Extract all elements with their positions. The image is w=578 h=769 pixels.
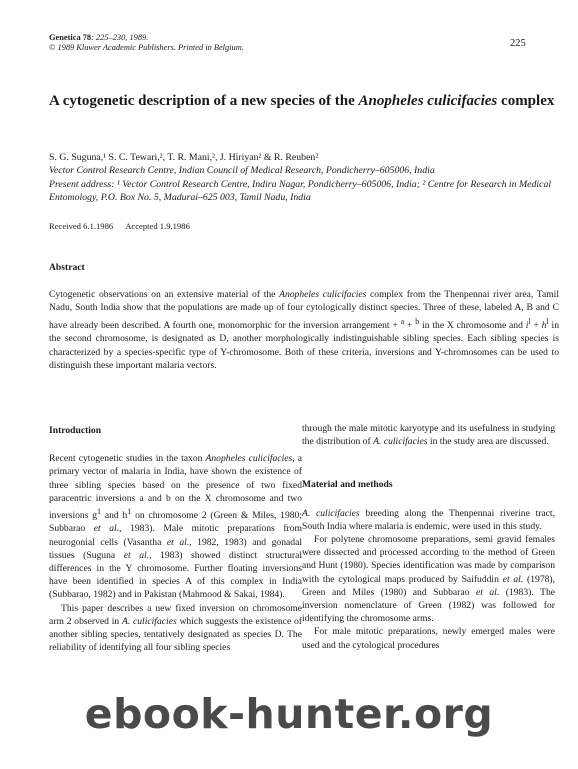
text: breeding along the Thenpennai riverine tract, South India where malaria is endemic, were used in this study.: [302, 507, 555, 532]
abstract-sup: l: [546, 316, 549, 326]
author-list: S. G. Suguna,¹ S. C. Tewari,², T. R. Mani,², J. Hiriyan² & R. Reuben²: [49, 152, 319, 163]
abstract-text: Cytogenetic observations on an extensive material of the: [49, 289, 280, 300]
text: , a primary vector of malaria in India, have shown the existence of three sibling species based on the presence of two fixed paracentric inversions a and b on the X chromosome and two inversions g: [49, 453, 302, 522]
et-al: et al.: [166, 536, 190, 548]
watermark: ebook-hunter.org: [84, 690, 494, 738]
dates-line: [49, 221, 190, 231]
received-date: Received 6.1.1986: [49, 221, 114, 231]
abstract-sup: b: [415, 316, 420, 326]
abstract-text: complex from the Thenpennai river area, Tamil Nadu, South India show that the populations are made up of four cytologically distinct species. Three of these, labeled A, B and C have already been described. A fourth one, monomorphic for the inversion arrangement +: [49, 289, 559, 331]
abstract-text: +: [530, 320, 542, 331]
text: For polytene chromosome preparations, semi gravid females were dissected and processed according to the method of Green and Hunt (1980). Species identification was made by comparison with the cytological maps produced by Saifuddin: [302, 534, 555, 585]
introduction-heading: Introduction: [49, 425, 102, 436]
intro-paragraph-1: [49, 452, 302, 601]
title-text: A cytogenetic description of a new species of the: [49, 93, 359, 109]
abstract-sup: l: [528, 316, 531, 326]
title-text-end: complex: [497, 93, 555, 109]
affiliation-primary: Vector Control Research Centre, Indian Council of Medical Research, Pondicherry–605006, India: [49, 165, 435, 177]
et-al: et al.: [123, 549, 150, 561]
species-name: A. culicifacies: [121, 615, 177, 627]
text: and h: [101, 510, 128, 522]
abstract-italic: i: [525, 320, 529, 331]
abstract-species: Anopheles culicifacies: [279, 289, 367, 300]
journal-pages-year: : 225–230, 1989.: [91, 33, 149, 42]
text: (1983). The inversion nomenclature of Green (1982) was followed for identifying the chromosome arms.: [302, 586, 556, 625]
et-al: et al.: [475, 586, 500, 598]
text: in the study area are discussed.: [427, 436, 549, 448]
journal-volume: 78: [82, 33, 92, 42]
abstract-text: +: [404, 320, 416, 331]
text: on chromosome 2 (Green & Miles, 1980; Subbarao: [49, 510, 302, 535]
et-al: et al.: [93, 523, 120, 535]
page-number: 225: [510, 38, 526, 49]
copyright-line: © 1989 Kluwer Academic Publishers. Printed in Belgium.: [49, 43, 244, 52]
article-title: [49, 92, 559, 110]
abstract-heading: Abstract: [49, 262, 85, 273]
text: (1978), Green and Miles (1980) and Subbarao: [302, 573, 556, 598]
abstract-body: [49, 288, 559, 373]
right-column: [302, 424, 555, 652]
text: , 1983) showed distinct structural differences in the Y chromosome. Further floating inversions have been identified in species A of this complex in India (Subbarao, 1982) and in Pakistan (Mahmood & Sakai, 1984).: [49, 549, 303, 601]
abstract-sup: a: [400, 316, 405, 326]
species-name: A. culicifacies: [373, 436, 428, 448]
superscript: 1: [127, 507, 132, 517]
title-species: Anopheles culicifacies: [358, 93, 498, 109]
superscript: 1: [97, 507, 102, 517]
intro-paragraph-2: [49, 602, 302, 655]
text: , 1983). Male mitotic preparations from neurogonial cells (Vasantha: [49, 523, 302, 548]
text: , 1982, 1983) and gonadal tissues (Suguna: [49, 536, 302, 561]
affiliation-present: Present address: ¹ Vector Control Research Centre, Indira Nagar, Pondicherry–605006, India; ² Centre for Research in Medical Entomology, P.O. Box No. 5, Madurai–625 003, Tamil Nadu, India: [49, 178, 552, 204]
species-name: A. culicifacies: [302, 507, 360, 519]
abstract-text: in the second chromosome, is designated as D, another morphologically indistinguishable sibling species. Each sibling species is characterized by a species-specific type of Y-chromosome. Both of these criteria, inversions and Y-chromosomes can be used to distinguish these important malaria vectors.: [49, 320, 559, 372]
accepted-date: Accepted 1.9.1986: [125, 221, 190, 231]
journal-citation: [49, 33, 244, 53]
text: This paper describes a new fixed inversion on chromosome arm 2 observed in: [49, 602, 302, 627]
methods-paragraph-3: For male mitotic preparations, newly emerged males were used and the cytological procedures: [302, 626, 555, 651]
left-column: [49, 424, 302, 654]
methods-heading: Material and methods: [302, 479, 393, 491]
methods-paragraph-2: [302, 533, 555, 625]
abstract-italic: h: [541, 320, 547, 331]
text: which suggests the existence of another sibling species, tentatively designated as species D. The reliability of identifying all four sibling species: [49, 615, 302, 654]
journal-name: Genetica: [49, 33, 81, 42]
species-name: Anopheles culicifacies: [205, 453, 293, 465]
intro-paragraph-3: [302, 422, 555, 448]
text: Recent cytogenetic studies in the taxon: [49, 453, 206, 465]
abstract-text: in the X chromosome and: [419, 320, 526, 331]
methods-paragraph-1: [302, 507, 555, 533]
text: through the male mitotic karyotype and its usefulness in studying the distribution of: [302, 423, 555, 448]
author-block: [49, 151, 559, 205]
et-al: et al.: [502, 573, 524, 585]
